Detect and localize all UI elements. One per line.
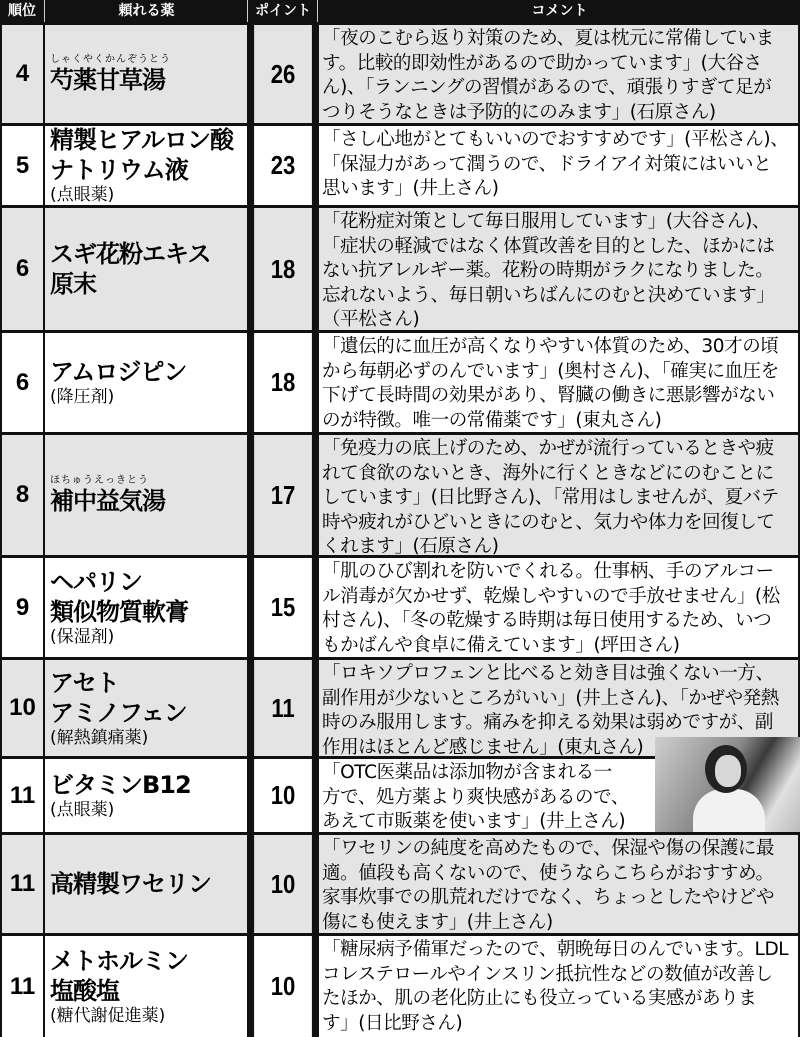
comment-line: れて食欲のないとき、海外に行くときなどにのむことに — [322, 462, 774, 484]
comment-line: から毎朝必ずのんでいます」(奥村さん)、「確実に血圧を — [322, 360, 779, 382]
drug-name-cell — [45, 25, 247, 123]
comment-line: 「OTC医薬品は添加物が含まれる一 — [322, 762, 612, 783]
comment-line: もかばんや食卓に備えています」(坪田さん) — [322, 634, 680, 656]
points-cell: 10 — [254, 936, 312, 1037]
comment-line: す。比較的即効性があるので助かっています」(大谷さ — [322, 52, 762, 74]
comment-line: しています」(日比野さん)、「常用はしませんが、夏バテ — [322, 487, 779, 508]
drug-name-line: アセト — [50, 668, 119, 697]
rank-cell: 5 — [2, 126, 43, 205]
comment-cell — [319, 126, 798, 205]
rank-cell: 9 — [2, 558, 43, 657]
table-row — [2, 22, 798, 123]
table-row — [2, 205, 798, 330]
drug-name-line: 補中益気湯 — [50, 486, 165, 515]
comment-line: 傷にも使えます」(井上さん) — [322, 911, 553, 933]
comment-cell — [319, 435, 798, 555]
table-row — [2, 933, 798, 1037]
drug-name-line: スギ花粉エキス — [50, 240, 211, 268]
drug-category: (降圧剤) — [50, 387, 115, 407]
drug-name-cell — [45, 435, 247, 555]
drug-name-line: 芍薬甘草湯 — [50, 65, 165, 94]
rank-cell: 6 — [2, 333, 43, 432]
drug-category: (解熱鎮痛薬) — [50, 727, 149, 748]
comment-line: 「遺伝的に血圧が高くなりやすい体質のため、30才の頃 — [322, 336, 779, 357]
comment-line: 下げて長時間の効果があり、腎臓の働きに悪影響がない — [322, 385, 775, 406]
drug-reading: ほちゅうえっきとう — [50, 474, 149, 486]
rank-cell: 11 — [2, 759, 43, 832]
comment-line: 「ワセリンの純度を高めたもので、保湿や傷の保護に最 — [322, 838, 775, 859]
table-row — [2, 555, 798, 657]
comment-line: 村さん)、「冬の乾燥する時期は毎日使用するため、いつ — [322, 610, 772, 631]
drug-reading: しゃくやくかんぞうとう — [50, 53, 171, 65]
comment-line: ル消毒が欠かせず、乾燥しやすいので手放せません」(松 — [322, 585, 780, 607]
rank-cell: 11 — [2, 835, 43, 933]
comment-line: 「糖尿病予備軍だったので、朝晩毎日のんでいます。LDL — [322, 939, 789, 960]
points-cell: 10 — [254, 835, 312, 933]
comment-line: コレステロールやインスリン抵抗性などの数値が改善し — [322, 963, 773, 985]
table-row — [2, 832, 798, 933]
drug-name-cell — [45, 126, 247, 205]
rank-cell: 4 — [2, 25, 43, 123]
drug-category: (保湿剤) — [50, 627, 115, 647]
comment-cell — [319, 333, 798, 432]
points-cell: 18 — [254, 208, 312, 330]
drug-name-line: メトホルミン — [50, 947, 188, 975]
drug-name-line: ビタミンB12 — [50, 771, 191, 799]
comment-line: 「症状の軽減ではなく体質改善を目的とした、ほかには — [322, 235, 775, 257]
comment-cell — [319, 936, 798, 1037]
comment-cell — [319, 208, 798, 330]
drug-name-line: ナトリウム液 — [50, 156, 188, 184]
drug-name-line: 原末 — [50, 270, 96, 298]
drug-name-cell — [45, 558, 247, 657]
comment-line: 「花粉症対策として毎日服用しています」(大谷さん)、 — [322, 211, 771, 232]
comment-line: 「保湿力があって潤うので、ドライアイ対策にはいいと — [322, 153, 772, 175]
rank-cell: 10 — [2, 660, 43, 756]
drug-name-line: アミノフェン — [50, 698, 187, 727]
rank-cell: 11 — [2, 936, 43, 1037]
rank-cell: 6 — [2, 208, 43, 330]
comment-line: 思います」(井上さん) — [322, 178, 499, 199]
comment-line: たほか、肌の老化防止にも役立っている実感がありま — [322, 988, 757, 1009]
comment-line: 副作用が少ないところがいい」(井上さん)、「かぜや発熱 — [322, 687, 779, 709]
comment-line: 方で、処方薬より爽快感があるので、 — [322, 786, 629, 808]
drug-category: (点眼薬) — [50, 800, 115, 820]
drug-name-line: 塩酸塩 — [50, 977, 119, 1005]
doctor-photo — [655, 737, 800, 832]
points-cell: 10 — [254, 759, 312, 832]
comment-line: ない抗アレルギー薬。花粉の時期がラクになりました。 — [322, 260, 774, 281]
comment-line: す」(日比野さん) — [322, 1012, 463, 1034]
comment-line: 適。値段も高くないので、使うならこちらがおすすめ。 — [322, 862, 774, 884]
drug-name-cell — [45, 936, 247, 1037]
table-row — [2, 330, 798, 432]
comment-line: 「免疫力の底上げのため、かぜが流行っているときや疲 — [322, 438, 774, 459]
points-cell: 17 — [254, 435, 312, 555]
points-cell: 26 — [254, 25, 312, 123]
drug-name-cell — [45, 835, 247, 933]
drug-name-line: ヘパリン — [50, 568, 142, 596]
points-cell: 11 — [254, 660, 312, 756]
comment-cell — [319, 835, 798, 933]
header-comment: コメント — [317, 0, 800, 22]
comment-line: 忘れないよう、毎日朝いちばんにのむと決めています」 — [322, 284, 775, 306]
drug-category: (糖代謝促進薬) — [50, 1006, 166, 1026]
table-row — [2, 432, 798, 555]
header-rank: 順位 — [8, 3, 36, 19]
points-cell: 23 — [254, 126, 312, 205]
drug-name-cell — [45, 759, 247, 832]
points-cell: 15 — [254, 558, 312, 657]
drug-name-cell — [45, 208, 247, 330]
comment-cell — [319, 25, 798, 123]
drug-name-cell — [45, 333, 247, 432]
points-cell: 18 — [254, 333, 312, 432]
comment-line: （平松さん) — [322, 309, 420, 330]
comment-line: 家事炊事での肌荒れだけでなく、ちょっとしたやけどや — [322, 887, 775, 908]
comment-line: あえて市販薬を使います」(井上さん) — [322, 811, 626, 832]
rank-cell: 8 — [2, 435, 43, 555]
comment-line: 作用はほとんど感じません」(東丸さん) — [322, 736, 644, 758]
comment-line: 時のみ服用します。痛みを抑える効果は弱めですが、副 — [322, 712, 774, 733]
comment-line: 「夜のこむら返り対策のため、夏は枕元に常備していま — [322, 28, 774, 49]
drug-name-cell — [45, 660, 247, 756]
comment-line: 時や疲れがひどいときにのむと、気力や体力を回復して — [322, 511, 775, 533]
header-points: ポイント — [247, 0, 318, 22]
comment-line: ん)、「ランニングの習慣があるので、頑張りすぎて足が — [322, 77, 772, 98]
comment-line: 「さし心地がとてもいいのでおすすめです」(平松さん)、 — [322, 129, 789, 150]
comment-cell — [319, 558, 798, 657]
comment-line: くれます」(石原さん) — [322, 536, 499, 557]
comment-line: つりそうなときは予防的にのみます」(石原さん) — [322, 101, 716, 123]
drug-name-line: 精製ヒアルロン酸 — [50, 126, 234, 154]
drug-name-line: アムロジピン — [50, 358, 187, 386]
drug-name-line: 高精製ワセリン — [50, 870, 211, 898]
comment-line: のが特徴。唯一の常備薬です」(東丸さん) — [322, 409, 662, 431]
drug-name-line: 類似物質軟膏 — [50, 598, 188, 626]
header-drug: 頼れる薬 — [44, 0, 248, 22]
comment-line: 「ロキソプロフェンと比べると効き目は強くない一方、 — [322, 663, 774, 684]
table-row — [2, 123, 798, 205]
drug-category: (点眼薬) — [50, 185, 115, 205]
comment-line: 「肌のひび割れを防いでくれる。仕事柄、手のアルコー — [322, 561, 774, 582]
table-header — [0, 0, 800, 22]
